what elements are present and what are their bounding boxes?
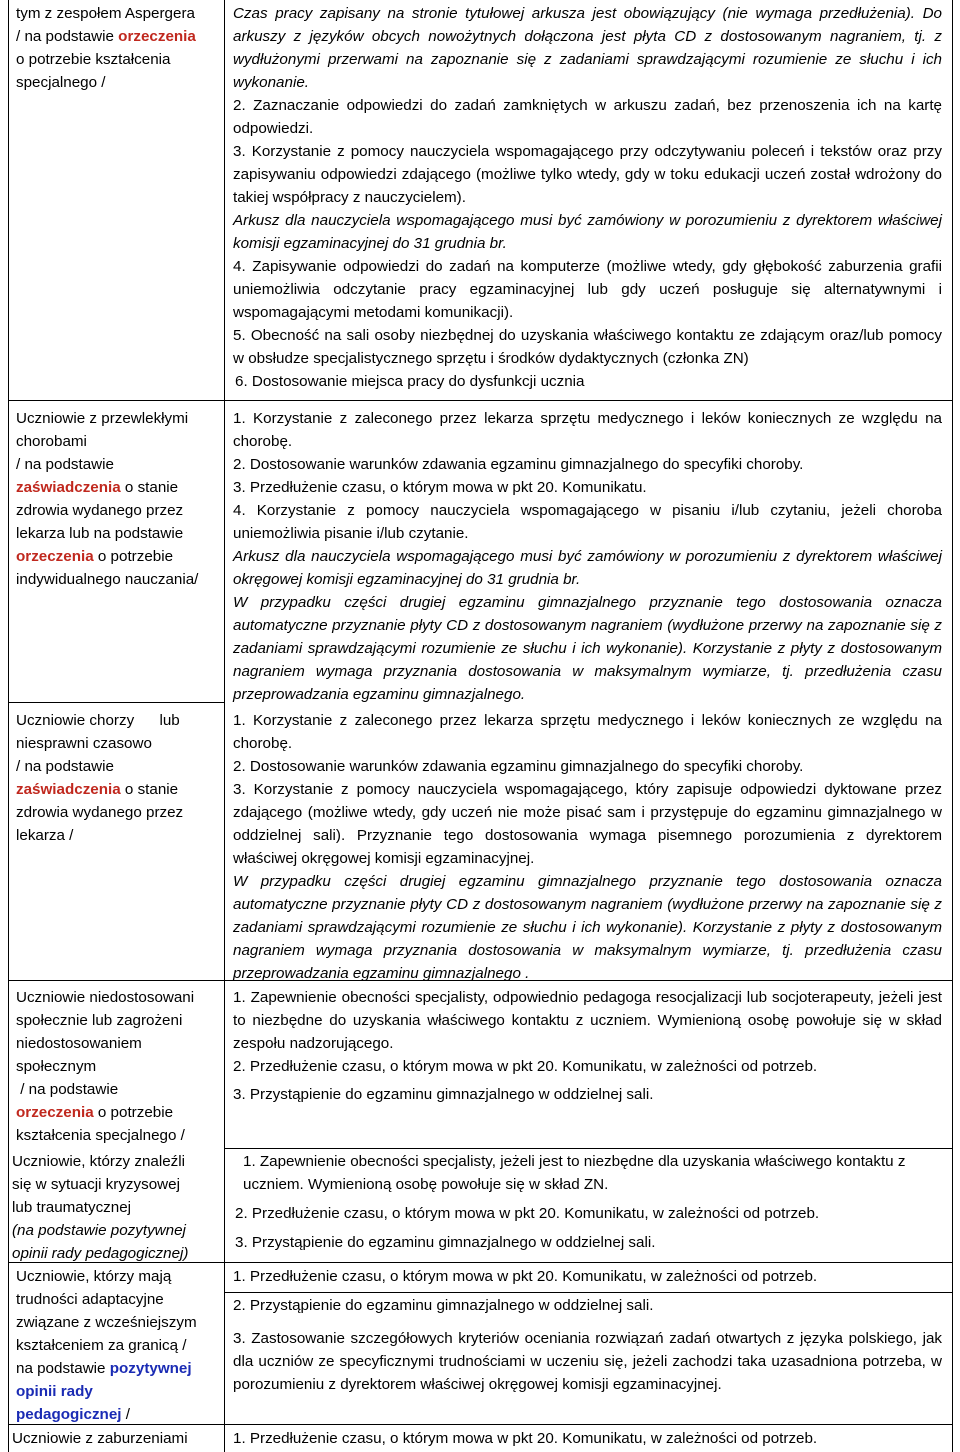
note-paragraph: W przypadku części drugiej egzaminu gimnazjalnego przyznanie tego dostosowania oznacza automatyczne przyznanie płyty CD z dostosowanym nagraniem (wydłużone przerwy na zapoznanie się z zadaniami sprawdzającymi rozumienie ze słuchu i ich wykonanie). Korzystanie z płyty z dostosowanym nagraniem wymaga przyznania dostosowania w maksymalnym wymiarze, tj. przedłużenia czasu przeprowadzania egzaminu gimnazjalnego .	[233, 873, 942, 982]
row-divider	[224, 1424, 952, 1425]
note-paragraph: Arkusz dla nauczyciela wspomagającego musi być zamówiony w porozumieniu z dyrektorem właściwej okręgowej komisji egzaminacyjnej do 31 grudnia br.	[233, 548, 942, 588]
left-text-line: lekarza /	[16, 827, 74, 844]
left-text-line: / na podstawie	[16, 1081, 119, 1098]
left-text-line: Uczniowie z przewlekłymi	[16, 410, 189, 427]
left-text-line: kształcenia specjalnego /	[16, 1127, 185, 1144]
accommodation-item-1: 1. Przedłużenie czasu, o którym mowa w pkt 20. Komunikatu, w zależności od potrzeb.	[233, 1430, 818, 1447]
left-text-line: trudności adaptacyjne	[16, 1291, 164, 1308]
row-group-label-chronic	[16, 407, 220, 591]
accommodation-item-2: 2. Zaznaczanie odpowiedzi do zadań zamkniętych w arkuszu zadań, bez przenoszenia ich na kartę odpowiedzi.	[233, 97, 942, 137]
left-text-line: społecznie lub zagrożeni	[16, 1012, 183, 1029]
left-text-span: o stanie	[120, 781, 179, 798]
accommodation-item-4: 4. Korzystanie z pomocy nauczyciela wspomagającego w pisaniu i/lub czytaniu, jeżeli choroba uniemożliwia pisanie i/lub czytanie.	[233, 502, 942, 542]
left-text-line: Uczniowie z zaburzeniami	[12, 1430, 188, 1447]
accommodation-item-1-cont: uczniem. Wymienioną osobę powołuje się w skład ZN.	[243, 1176, 609, 1193]
table-border-left	[8, 0, 9, 1452]
row-group-content-temporary	[233, 709, 942, 985]
left-text-line: niesprawni czasowo	[16, 735, 152, 752]
left-text-line: związane z wcześniejszym	[16, 1314, 197, 1331]
accommodation-item-1: 1. Korzystanie z zaleconego przez lekarza sprzętu medycznego i leków koniecznych ze względu na chorobę.	[233, 410, 942, 450]
row-group-label-temporary	[16, 709, 220, 847]
accommodation-item-3: 3. Zastosowanie szczegółowych kryteriów oceniania rozwiązań zadań otwartych z języka polskiego, jak dla uczniów ze specyficznymi trudnościami w uczeniu się, jeżeli zachodzi taka uzasadniona potrzeba, w porozumieniu z dyrektorem właściwej okręgowej komisji egzaminacyjnej.	[233, 1330, 942, 1393]
left-text-line: opinii rady	[16, 1383, 93, 1400]
left-text-line	[16, 545, 220, 568]
accommodation-item-1: 1. Przedłużenie czasu, o którym mowa w pkt 20. Komunikatu, w zależności od potrzeb.	[233, 1268, 818, 1285]
left-text-line: Uczniowie chorzy lub	[16, 712, 180, 729]
left-text-line: Uczniowie, którzy mają	[16, 1268, 172, 1285]
accommodation-item-3: 3. Korzystanie z pomocy nauczyciela wspomagającego, który zapisuje odpowiedzi dyktowane przez zdającego (możliwe wtedy, gdy uczeń nie może pisać sam i przystępuje do egzaminu gimnazjalnego w oddzielnej sali). Przyznanie tego dostosowania wymaga pisemnego porozumienia z dyrektorem właściwej okręgowej komisji egzaminacyjnej.	[233, 781, 942, 867]
orzeczenia-term: orzeczenia	[118, 28, 196, 45]
left-text-line: zdrowia wydanego przez	[16, 502, 184, 519]
row-divider	[8, 980, 224, 981]
left-text-line: kształceniem za granicą /	[16, 1337, 187, 1354]
accommodation-item-3: 3. Korzystanie z pomocy nauczyciela wspomagającego przy odczytywaniu poleceń i tekstów oraz przy zapisywaniu odpowiedzi zdającego (możliwe tylko wtedy, gdy w toku edukacji uczeń został wdrożony do takiej współpracy z nauczycielem).	[233, 143, 942, 206]
note-paragraph: W przypadku części drugiej egzaminu gimnazjalnego przyznanie tego dostosowania oznacza automatyczne przyznanie płyty CD z dostosowanym nagraniem (wydłużone przerwy na zapoznanie się z zadaniami sprawdzającymi rozumienie ze słuchu i ich wykonanie). Korzystanie z płyty z dostosowanym nagraniem wymaga przyznania dostosowania w maksymalnym wymiarze, tj. przedłużenia czasu przeprowadzania egzaminu gimnazjalnego.	[233, 594, 942, 703]
left-text-span: o stanie	[120, 479, 179, 496]
row-group-label-social	[16, 986, 220, 1147]
orzeczenia-term: orzeczenia	[16, 548, 94, 565]
table-column-divider	[224, 0, 225, 1452]
left-text-line: zdrowia wydanego przez	[16, 804, 184, 821]
row-group-label-aspergera	[16, 2, 220, 94]
left-text-line: indywidualnego nauczania/	[16, 571, 199, 588]
accommodation-item-1: 1. Zapewnienie obecności specjalisty, jeżeli jest to niezbędne dla uzyskania właściwego kontaktu z	[243, 1153, 906, 1170]
left-text-line	[16, 476, 220, 499]
left-text-line: Uczniowie, którzy znaleźli	[12, 1153, 186, 1170]
accommodation-item-3: 3. Przedłużenie czasu, o którym mowa w pkt 20. Komunikatu.	[233, 479, 647, 496]
left-text-span: na podstawie	[16, 1360, 110, 1377]
accommodation-item-6: 6. Dostosowanie miejsca pracy do dysfunkcji ucznia	[235, 373, 585, 390]
accommodation-item-3: 3. Przystąpienie do egzaminu gimnazjalnego w oddzielnej sali.	[233, 1086, 654, 1103]
accommodation-item-1: 1. Zapewnienie obecności specjalisty, odpowiednio pedagoga resocjalizacji lub socjoterapeuty, jeżeli jest to niezbędne do uzyskania właściwego kontaktu z uczniem. Wymienioną osobę powołuje się w skład zespołu nadzorującego.	[233, 989, 942, 1052]
left-text-span: / na podstawie	[16, 28, 119, 45]
left-text-line: opinii rady pedagogicznej)	[12, 1245, 189, 1262]
row-divider	[8, 400, 224, 401]
accommodation-item-3: 3. Przystąpienie do egzaminu gimnazjalnego w oddzielnej sali.	[235, 1234, 656, 1251]
row-group-content-crisis	[235, 1150, 959, 1254]
accommodation-item-2: 2. Dostosowanie warunków zdawania egzaminu gimnazjalnego do specyfiki choroby.	[233, 758, 804, 775]
left-text-span: o potrzebie	[93, 1104, 174, 1121]
note-paragraph: Arkusz dla nauczyciela wspomagającego musi być zamówiony w porozumieniu z dyrektorem właściwej komisji egzaminacyjnej do 31 grudnia br.	[233, 212, 942, 252]
row-group-content-disorders	[233, 1427, 942, 1450]
row-group-content-chronic	[233, 407, 942, 706]
left-text-line: społecznym	[16, 1058, 97, 1075]
row-group-label-crisis	[12, 1150, 216, 1265]
left-text-span: o potrzebie	[93, 548, 174, 565]
left-text-line: niedostosowaniem	[16, 1035, 142, 1052]
left-text-line	[16, 1101, 220, 1124]
left-text-line: lub traumatycznej	[12, 1199, 132, 1216]
accommodation-item-2: 2. Przedłużenie czasu, o którym mowa w pkt 20. Komunikatu, w zależności od potrzeb.	[233, 1058, 818, 1075]
row-divider	[224, 1262, 952, 1263]
left-text-line: / na podstawie	[16, 456, 114, 473]
cd-note-paragraph: Czas pracy zapisany na stronie tytułowej arkusza jest obowiązujący (nie wymaga przedłużenia). Do arkuszy z języków obcych nowożytnych dołączona jest płyta CD z dostosowanym nagraniem, tj. z wydłużonymi przerwami na zapoznanie się z zadaniami sprawdzającymi rozumienie ze słuchu i ich wykonanie.	[233, 5, 942, 91]
row-group-label-adaptation	[16, 1265, 220, 1426]
accommodation-item-4: 4. Zapisywanie odpowiedzi do zadań na komputerze (możliwe wtedy, gdy głębokość zaburzenia grafii uniemożliwia odczytanie pracy egzaminacyjnej lub gdy uczeń posługuje się alternatywnymi i wspomagającymi metodami komunikacji).	[233, 258, 942, 321]
row-group-content-adaptation	[233, 1265, 942, 1396]
left-text-span: /	[121, 1406, 130, 1423]
left-text-line: tym z zespołem Aspergera	[16, 5, 195, 22]
left-text-line: Uczniowie niedostosowani	[16, 989, 195, 1006]
left-text-line	[16, 1357, 220, 1380]
left-text-line: specjalnego /	[16, 74, 106, 91]
row-group-label-disorders	[12, 1427, 216, 1450]
orzeczenia-term: orzeczenia	[16, 1104, 94, 1121]
pedagogicznej-term: pedagogicznej	[16, 1406, 122, 1423]
left-text-line	[16, 1403, 220, 1426]
zaswiadczenia-term: zaświadczenia	[16, 479, 121, 496]
accommodation-item-2: 2. Dostosowanie warunków zdawania egzaminu gimnazjalnego do specyfiki choroby.	[233, 456, 804, 473]
row-group-content-social	[233, 986, 942, 1106]
left-text-line: się w sytuacji kryzysowej	[12, 1176, 180, 1193]
left-text-line: o potrzebie kształcenia	[16, 51, 171, 68]
pozytywnej-term: pozytywnej	[109, 1360, 192, 1377]
left-text-line: (na podstawie pozytywnej	[12, 1222, 186, 1239]
row-divider	[224, 1148, 952, 1149]
left-text-line	[16, 778, 220, 801]
accommodation-item-2: 2. Przystąpienie do egzaminu gimnazjalnego w oddzielnej sali.	[233, 1297, 654, 1314]
left-text-line	[16, 25, 220, 48]
left-text-line: / na podstawie	[16, 758, 114, 775]
left-text-line: lekarza lub na podstawie	[16, 525, 184, 542]
row-divider	[224, 400, 952, 401]
accommodation-item-1: 1. Korzystanie z zaleconego przez lekarza sprzętu medycznego i leków koniecznych ze względu na chorobę.	[233, 712, 942, 752]
zaswiadczenia-term: zaświadczenia	[16, 781, 121, 798]
left-text-line: chorobami	[16, 433, 87, 450]
row-divider	[8, 702, 224, 703]
accommodation-item-2: 2. Przedłużenie czasu, o którym mowa w pkt 20. Komunikatu, w zależności od potrzeb.	[235, 1205, 820, 1222]
row-group-content-aspergera	[233, 2, 942, 393]
accommodation-item-5: 5. Obecność na sali osoby niezbędnej do uzyskania właściwego kontaktu ze zdającym oraz/lub pomocy w obsłudze specjalistycznego sprzętu i środków dydaktycznych (członka ZN)	[233, 327, 942, 367]
